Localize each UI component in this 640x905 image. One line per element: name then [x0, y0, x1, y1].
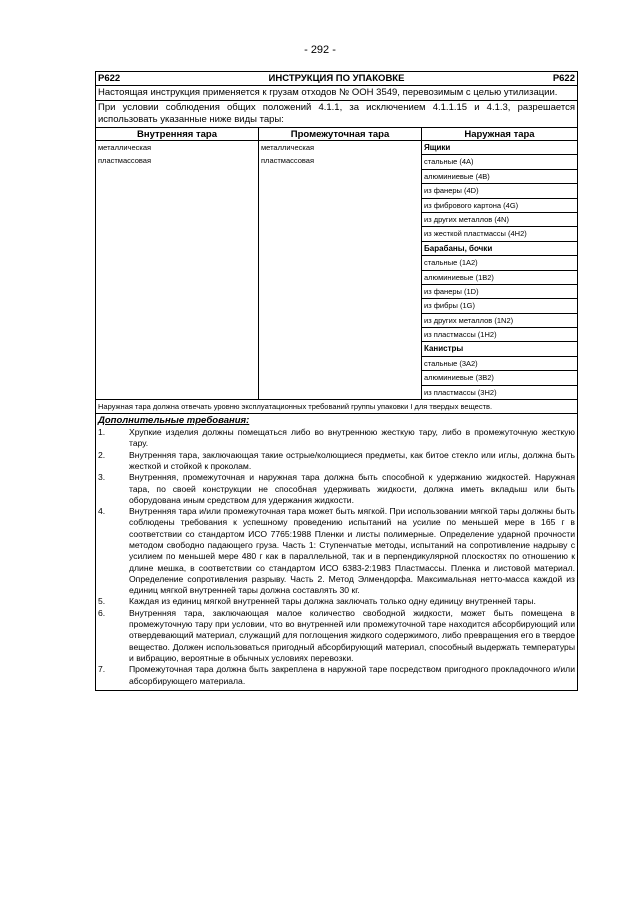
outer-group-heading: Ящики: [422, 141, 577, 155]
list-item: из фибрового картона (4G): [422, 199, 577, 213]
requirement-item: [96, 596, 577, 607]
list-item: алюминиевые (1B2): [422, 271, 577, 285]
list-item: из фибры (1G): [422, 299, 577, 313]
instruction-code-left: P622: [98, 73, 121, 84]
intro-conditions: При условии соблюдения общих положений 4.1.1, за исключением 4.1.1.15 и 4.1.3, разрешается использовать указанные ниже виды тары:: [96, 101, 577, 128]
instruction-code-right: P622: [552, 73, 575, 84]
requirement-number: 6.: [98, 607, 106, 618]
requirement-text: Хрупкие изделия должны помещаться либо во внутреннюю жесткую тару, либо в промежуточную жесткую тару.: [129, 427, 575, 449]
requirement-text: Внутренняя, промежуточная и наружная тара должна быть способной к удержанию жидкостей. Наружная тара, по своей конструкции не способная удерживать жидкости, должна иметь вкладыш или быть оборудована иным средством для удержания жидкости.: [129, 472, 575, 505]
outer-group-heading: Барабаны, бочки: [422, 242, 577, 256]
instruction-header: [96, 72, 577, 86]
column-header-intermediate: Промежуточная тара: [259, 128, 422, 140]
list-item: из фанеры (1D): [422, 285, 577, 299]
packing-instruction-table: [95, 71, 578, 691]
list-item: стальные (4A): [422, 155, 577, 169]
column-headers: [96, 128, 577, 141]
intro-scope: Настоящая инструкция применяется к грузам отходов № ООН 3549, перевозимым с целью утилизации.: [96, 86, 577, 101]
list-item: стальные (1A2): [422, 256, 577, 270]
requirement-number: 3.: [98, 472, 106, 483]
requirement-text: Каждая из единиц мягкой внутренней тары должна заключать только одну единицу внутренней тары.: [129, 596, 536, 607]
requirement-number: 7.: [98, 664, 106, 675]
requirement-item: [96, 664, 577, 687]
list-item: из пластмассы (1H2): [422, 328, 577, 342]
requirement-text: Внутренняя тара, заключающая такие острые/колющиеся предметы, как битое стекло или иглы, должна быть жесткой и стойкой к проколам.: [129, 449, 575, 471]
requirement-text: Промежуточная тара должна быть закреплена в наружной таре посредством пригодного прокладочного и/или абсорбирующего материала.: [129, 664, 575, 686]
requirement-item: [96, 472, 577, 506]
list-item: металлическая: [261, 143, 315, 152]
list-item: стальные (3A2): [422, 357, 577, 371]
inner-packaging-list: [96, 141, 259, 399]
column-header-outer: Наружная тара: [464, 129, 535, 140]
requirement-text: Внутренняя тара, заключающая малое количество свободной жидкости, может быть помещена в промежуточную тару при условии, что во внутренней или промежуточной таре находится абсорбирующий или отвердевающий материал, служащий для поглощения жидкого содержимого, либо превращения его в твердое вещество. Должен использоваться пригодный абсорбирующий материал, способный выдержать температуры и вибрацию, вероятные в обычных условиях перевозки.: [129, 607, 575, 663]
requirement-number: 5.: [98, 596, 106, 607]
additional-requirements: [96, 414, 577, 690]
requirement-item: [96, 450, 577, 473]
requirement-item: [96, 608, 577, 664]
requirement-item: [96, 427, 577, 450]
list-item: алюминиевые (4B): [422, 170, 577, 184]
list-item: пластмассовая: [261, 156, 315, 166]
list-item: металлическая: [98, 143, 152, 152]
packaging-columns: [96, 141, 577, 400]
page-number: - 292 -: [304, 44, 336, 56]
outer-packaging-note: Наружная тара должна отвечать уровню эксплуатационных требований группы упаковки I для твердых веществ.: [96, 400, 577, 414]
list-item: из жесткой пластмассы (4H2): [422, 227, 577, 241]
requirement-item: [96, 506, 577, 596]
requirements-list: [96, 427, 577, 687]
requirement-text: Внутренняя тара и/или промежуточная тара может быть мягкой. При использовании мягкой тары должны быть соблюдены требования к успешному проведению испытаний на усилие по меньшей мере в 165 г в соответствии со стандартом ИСО 7765:1988 Пленки и листы полимерные. Определение ударной прочности методом свободно падающего груза. Часть 1: Ступенчатые методы, испытаний на сопротивление надрыву с усилием по меньшей мере 480 г как в параллельной, так и в перпендикулярной плоскостях по отношению к длине мешка, в соответствии со стандартом ИСО 6383-2:1983 Пластмассы. Пленка и листовой материал. Определение сопротивления разрыву. Часть 2. Метод Элмендорфа. Максимальная нетто-масса каждой из единиц мягкой внутренней тары должна составлять 30 кг.: [129, 506, 575, 596]
requirement-number: 4.: [98, 506, 106, 517]
instruction-title: ИНСТРУКЦИЯ ПО УПАКОВКЕ: [268, 73, 405, 84]
outer-group-heading: Канистры: [422, 342, 577, 356]
list-item: алюминиевые (3B2): [422, 371, 577, 385]
column-header-inner: Внутренняя тара: [96, 128, 259, 140]
requirement-number: 2.: [98, 449, 106, 460]
list-item: из других металлов (1N2): [422, 314, 577, 328]
list-item: из пластмассы (3H2): [424, 387, 497, 397]
requirement-number: 1.: [98, 427, 106, 438]
list-item: из других металлов (4N): [422, 213, 577, 227]
outer-packaging-list: [422, 141, 577, 399]
list-item: из фанеры (4D): [422, 184, 577, 198]
intermediate-packaging-list: [259, 141, 422, 399]
additional-requirements-title: Дополнительные требования:: [98, 415, 250, 427]
list-item: пластмассовая: [98, 156, 152, 166]
